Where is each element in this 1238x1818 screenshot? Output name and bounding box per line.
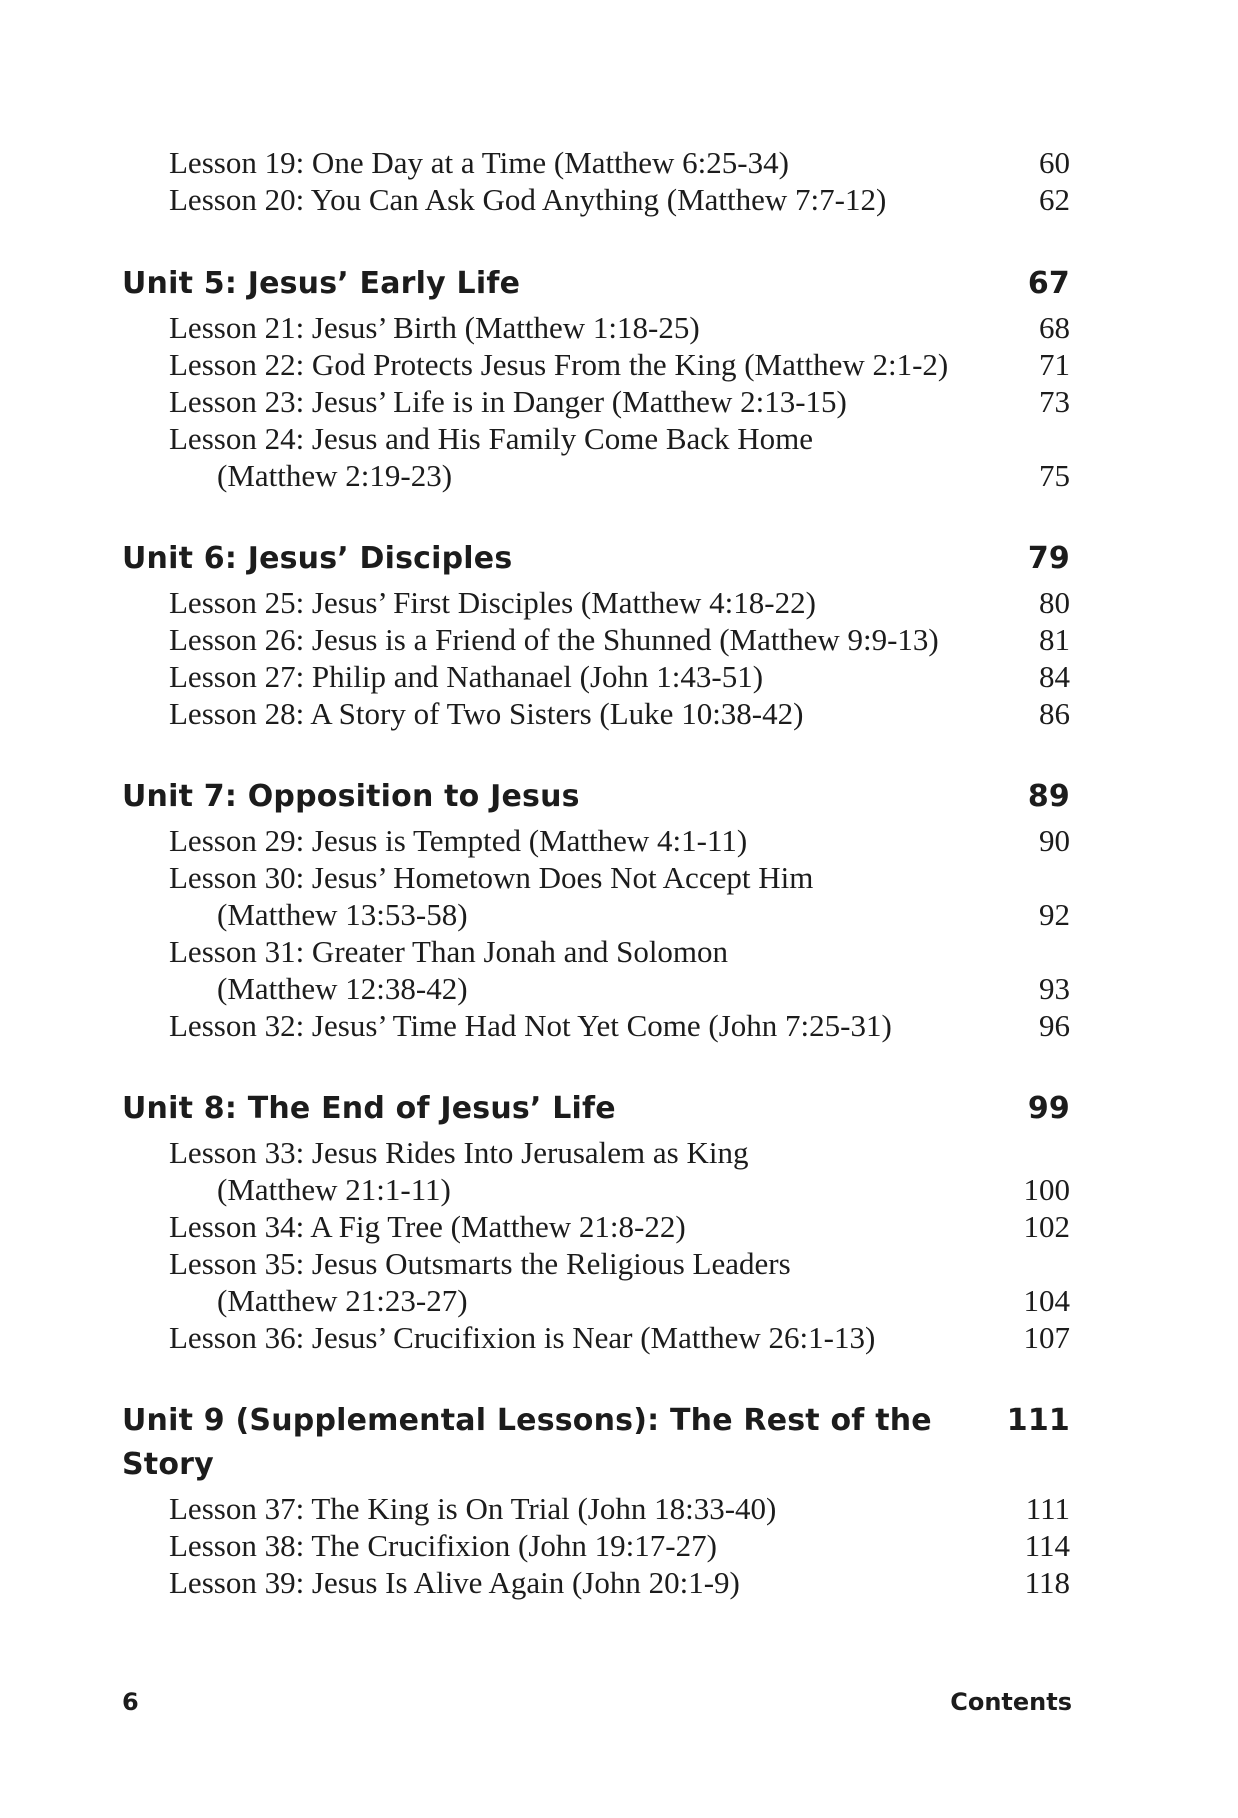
lesson-page-number: 75: [1039, 458, 1070, 493]
lesson-entry[interactable]: [122, 1527, 1072, 1564]
unit-lessons: [122, 584, 1072, 732]
lesson-title: Lesson 26: Jesus is a Friend of the Shunned (Matthew 9:9-13): [169, 622, 939, 657]
lesson-title-block: [169, 1490, 776, 1527]
unit-heading[interactable]: [122, 537, 1072, 581]
lesson-entry[interactable]: [122, 144, 1072, 181]
lesson-entry[interactable]: [122, 621, 1072, 658]
lesson-title: Lesson 20: You Can Ask God Anything (Matthew 7:7-12): [169, 182, 887, 217]
lesson-title-continuation: (Matthew 21:23-27): [217, 1283, 468, 1318]
unit-title: Unit 8: The End of Jesus’ Life: [122, 1091, 616, 1126]
lesson-title: Lesson 29: Jesus is Tempted (Matthew 4:1-11): [169, 823, 748, 858]
lesson-title: Lesson 33: Jesus Rides Into Jerusalem as King: [169, 1135, 749, 1170]
unit-title: Unit 7: Opposition to Jesus: [122, 779, 580, 814]
lesson-page-number: 114: [1024, 1528, 1070, 1563]
lesson-page-number: 111: [1025, 1491, 1070, 1526]
lesson-title-block: [169, 309, 700, 346]
lesson-title-block: [169, 658, 763, 695]
footer-page-number: 6: [122, 1688, 139, 1716]
lesson-page-number: 84: [1039, 659, 1070, 694]
lesson-page-number: 86: [1039, 696, 1070, 731]
lesson-title-block: [169, 420, 813, 494]
lesson-title-block: [169, 383, 847, 420]
lesson-title-continuation: (Matthew 2:19-23): [217, 458, 453, 493]
lesson-title: Lesson 21: Jesus’ Birth (Matthew 1:18-25): [169, 310, 700, 345]
lesson-title: Lesson 28: A Story of Two Sisters (Luke 10:38-42): [169, 696, 804, 731]
unit-lessons: [122, 822, 1072, 1044]
lesson-title-block: [169, 1134, 748, 1208]
unit-heading[interactable]: [122, 262, 1072, 306]
unit-section: [122, 262, 1072, 494]
lesson-title-block: [169, 1319, 875, 1356]
unit-heading[interactable]: [122, 1399, 1072, 1487]
lesson-entry[interactable]: [122, 584, 1072, 621]
lesson-title: Lesson 19: One Day at a Time (Matthew 6:25-34): [169, 145, 789, 180]
lesson-title: Lesson 38: The Crucifixion (John 19:17-27): [169, 1528, 717, 1563]
lesson-page-number: 102: [1023, 1209, 1070, 1244]
lesson-page-number: 80: [1039, 585, 1070, 620]
lesson-page-number: 96: [1039, 1008, 1070, 1043]
lesson-page-number: 81: [1039, 622, 1070, 657]
lesson-title: Lesson 30: Jesus’ Hometown Does Not Accept Him: [169, 860, 814, 895]
lesson-title-block: [169, 181, 886, 218]
lesson-entry[interactable]: [122, 181, 1072, 218]
unit-page-number: 79: [1027, 541, 1070, 576]
lesson-page-number: 92: [1039, 897, 1070, 932]
unit-title: Unit 9 (Supplemental Lessons): The Rest of the Story: [122, 1403, 932, 1482]
lesson-entry[interactable]: [122, 1245, 1072, 1319]
lesson-entry[interactable]: [122, 1319, 1072, 1356]
lesson-title: Lesson 23: Jesus’ Life is in Danger (Matthew 2:13-15): [169, 384, 847, 419]
lesson-page-number: 90: [1039, 823, 1070, 858]
unit-lessons: [122, 1490, 1072, 1601]
unit-page-number: 67: [1027, 266, 1070, 301]
lesson-title-block: [169, 584, 816, 621]
lesson-title-block: [169, 621, 939, 658]
lesson-page-number: 118: [1024, 1565, 1070, 1600]
unit-heading[interactable]: [122, 775, 1072, 819]
unit-section: [122, 537, 1072, 732]
unit-section: [122, 1087, 1072, 1356]
lesson-page-number: 71: [1039, 347, 1070, 382]
lesson-title-block: [169, 695, 803, 732]
lesson-entry[interactable]: [122, 1007, 1072, 1044]
lesson-entry[interactable]: [122, 309, 1072, 346]
unit-lessons: [122, 309, 1072, 494]
lesson-page-number: 73: [1039, 384, 1070, 419]
table-of-contents: [122, 144, 1072, 1644]
lesson-title: Lesson 34: A Fig Tree (Matthew 21:8-22): [169, 1209, 686, 1244]
unit-page-number: 89: [1027, 779, 1070, 814]
lesson-title-continuation: (Matthew 21:1-11): [217, 1172, 451, 1207]
lesson-title-continuation: (Matthew 12:38-42): [217, 971, 468, 1006]
footer-section: Contents: [950, 1688, 1072, 1716]
lesson-entry[interactable]: [122, 859, 1072, 933]
lesson-title: Lesson 39: Jesus Is Alive Again (John 20:1-9): [169, 1565, 740, 1600]
lesson-page-number: 100: [1023, 1172, 1070, 1207]
lesson-title: Lesson 22: God Protects Jesus From the King (Matthew 2:1-2): [169, 347, 949, 382]
lesson-page-number: 104: [1023, 1283, 1070, 1318]
lesson-entry[interactable]: [122, 1564, 1072, 1601]
lesson-title-block: [169, 346, 948, 383]
page-footer: [122, 1688, 1072, 1716]
lesson-entry[interactable]: [122, 658, 1072, 695]
lesson-entry[interactable]: [122, 383, 1072, 420]
lesson-title-block: [169, 144, 789, 181]
lesson-title-continuation: (Matthew 13:53-58): [217, 897, 468, 932]
lesson-title-block: [169, 1527, 717, 1564]
unit-page-number: 99: [1027, 1091, 1070, 1126]
unit-title: Unit 5: Jesus’ Early Life: [122, 266, 521, 301]
lesson-entry[interactable]: [122, 933, 1072, 1007]
lesson-title: Lesson 35: Jesus Outsmarts the Religious Leaders: [169, 1246, 791, 1281]
lesson-entry[interactable]: [122, 1134, 1072, 1208]
lesson-title-block: [169, 1007, 892, 1044]
lesson-entry[interactable]: [122, 420, 1072, 494]
unit-lessons: [122, 1134, 1072, 1356]
lesson-entry[interactable]: [122, 346, 1072, 383]
lesson-entry[interactable]: [122, 1208, 1072, 1245]
unit-section: [122, 775, 1072, 1044]
leading-lessons: [122, 144, 1072, 218]
unit-heading[interactable]: [122, 1087, 1072, 1131]
lesson-title-block: [169, 822, 747, 859]
lesson-title-block: [169, 1564, 740, 1601]
lesson-title-block: [169, 859, 813, 933]
unit-section: [122, 1399, 1072, 1601]
lesson-page-number: 107: [1023, 1320, 1070, 1355]
lesson-title: Lesson 25: Jesus’ First Disciples (Matthew 4:18-22): [169, 585, 816, 620]
lesson-title: Lesson 31: Greater Than Jonah and Solomon: [169, 934, 729, 969]
lesson-title: Lesson 36: Jesus’ Crucifixion is Near (Matthew 26:1-13): [169, 1320, 876, 1355]
lesson-title: Lesson 32: Jesus’ Time Had Not Yet Come (John 7:25-31): [169, 1008, 892, 1043]
lesson-entry[interactable]: [122, 1490, 1072, 1527]
lesson-entry[interactable]: [122, 822, 1072, 859]
units-list: [122, 262, 1072, 1601]
unit-title: Unit 6: Jesus’ Disciples: [122, 541, 513, 576]
lesson-title-block: [169, 933, 728, 1007]
unit-page-number: 111: [1006, 1403, 1070, 1438]
lesson-title: Lesson 27: Philip and Nathanael (John 1:43-51): [169, 659, 764, 694]
lesson-page-number: 60: [1039, 145, 1070, 180]
lesson-title-block: [169, 1208, 686, 1245]
lesson-title-block: [169, 1245, 791, 1319]
lesson-page-number: 93: [1039, 971, 1070, 1006]
lesson-title: Lesson 24: Jesus and His Family Come Back Home: [169, 421, 814, 456]
lesson-page-number: 68: [1039, 310, 1070, 345]
lesson-entry[interactable]: [122, 695, 1072, 732]
lesson-page-number: 62: [1039, 182, 1070, 217]
lesson-title: Lesson 37: The King is On Trial (John 18:33-40): [169, 1491, 777, 1526]
